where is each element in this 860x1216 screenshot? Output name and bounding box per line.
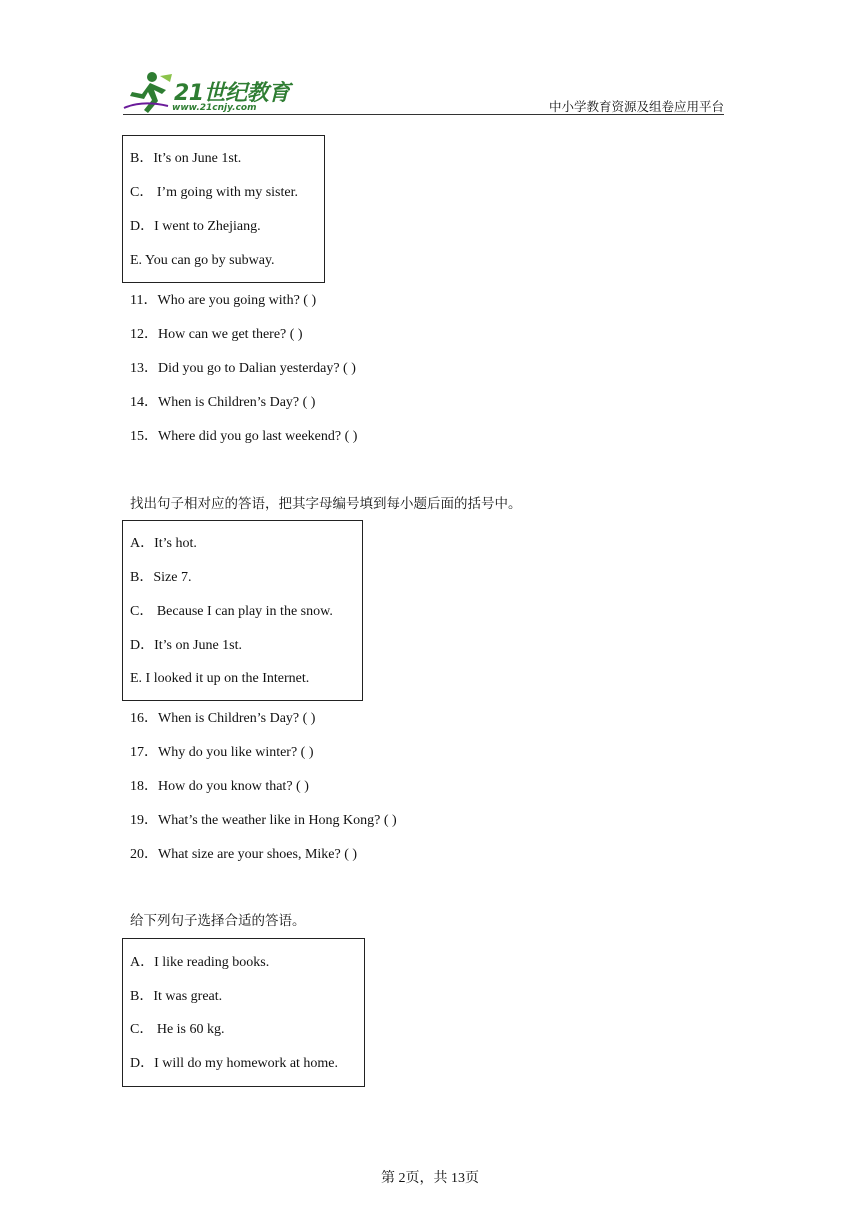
question-16: 16．When is Children’s Day? ( ) [130, 711, 316, 726]
question-17: 17．Why do you like winter? ( ) [130, 745, 314, 760]
option-d: D．It’s on June 1st. [130, 638, 242, 653]
option-b: B．Size 7. [130, 570, 192, 585]
question-20: 20．What size are your shoes, Mike? ( ) [130, 847, 358, 862]
option-d: D．I will do my homework at home. [130, 1056, 339, 1071]
question-15: 15．Where did you go last weekend? ( ) [130, 429, 358, 444]
page-number: 第 2页，共 13页 [381, 1171, 479, 1186]
logo-url: www.21cnjy.com [172, 103, 257, 113]
option-d: D．I went to Zhejiang. [130, 219, 261, 234]
question-12: 12．How can we get there? ( ) [130, 327, 303, 342]
question-18: 18．How do you know that? ( ) [130, 779, 309, 794]
section-3-instruction: 给下列句子选择合适的答语。 [130, 913, 306, 929]
header-divider [123, 114, 724, 115]
platform-name: 中小学教育资源及组卷应用平台 [548, 100, 724, 114]
option-c: C． Because I can play in the snow. [130, 604, 333, 619]
option-e: E. You can go by subway. [130, 253, 275, 268]
runner-logo-icon [122, 70, 174, 116]
section-2-instruction: 找出句子相对应的答语，把其字母编号填到每小题后面的括号中。 [130, 496, 522, 512]
logo-text: 21世纪教育 [174, 81, 290, 106]
question-19: 19．What’s the weather like in Hong Kong? ( ) [130, 813, 397, 828]
question-13: 13．Did you go to Dalian yesterday? ( ) [130, 361, 356, 376]
option-a: A．It’s hot. [130, 536, 197, 551]
option-b: B．It was great. [130, 989, 223, 1004]
option-c: C． I’m going with my sister. [130, 185, 298, 200]
option-b: B．It’s on June 1st. [130, 151, 242, 166]
logo [122, 70, 292, 116]
option-a: A．I like reading books. [130, 955, 270, 970]
question-14: 14．When is Children’s Day? ( ) [130, 395, 316, 410]
option-c: C． He is 60 kg. [130, 1022, 225, 1037]
option-e: E. I looked it up on the Internet. [130, 671, 310, 686]
question-11: 11．Who are you going with? ( ) [130, 293, 317, 308]
